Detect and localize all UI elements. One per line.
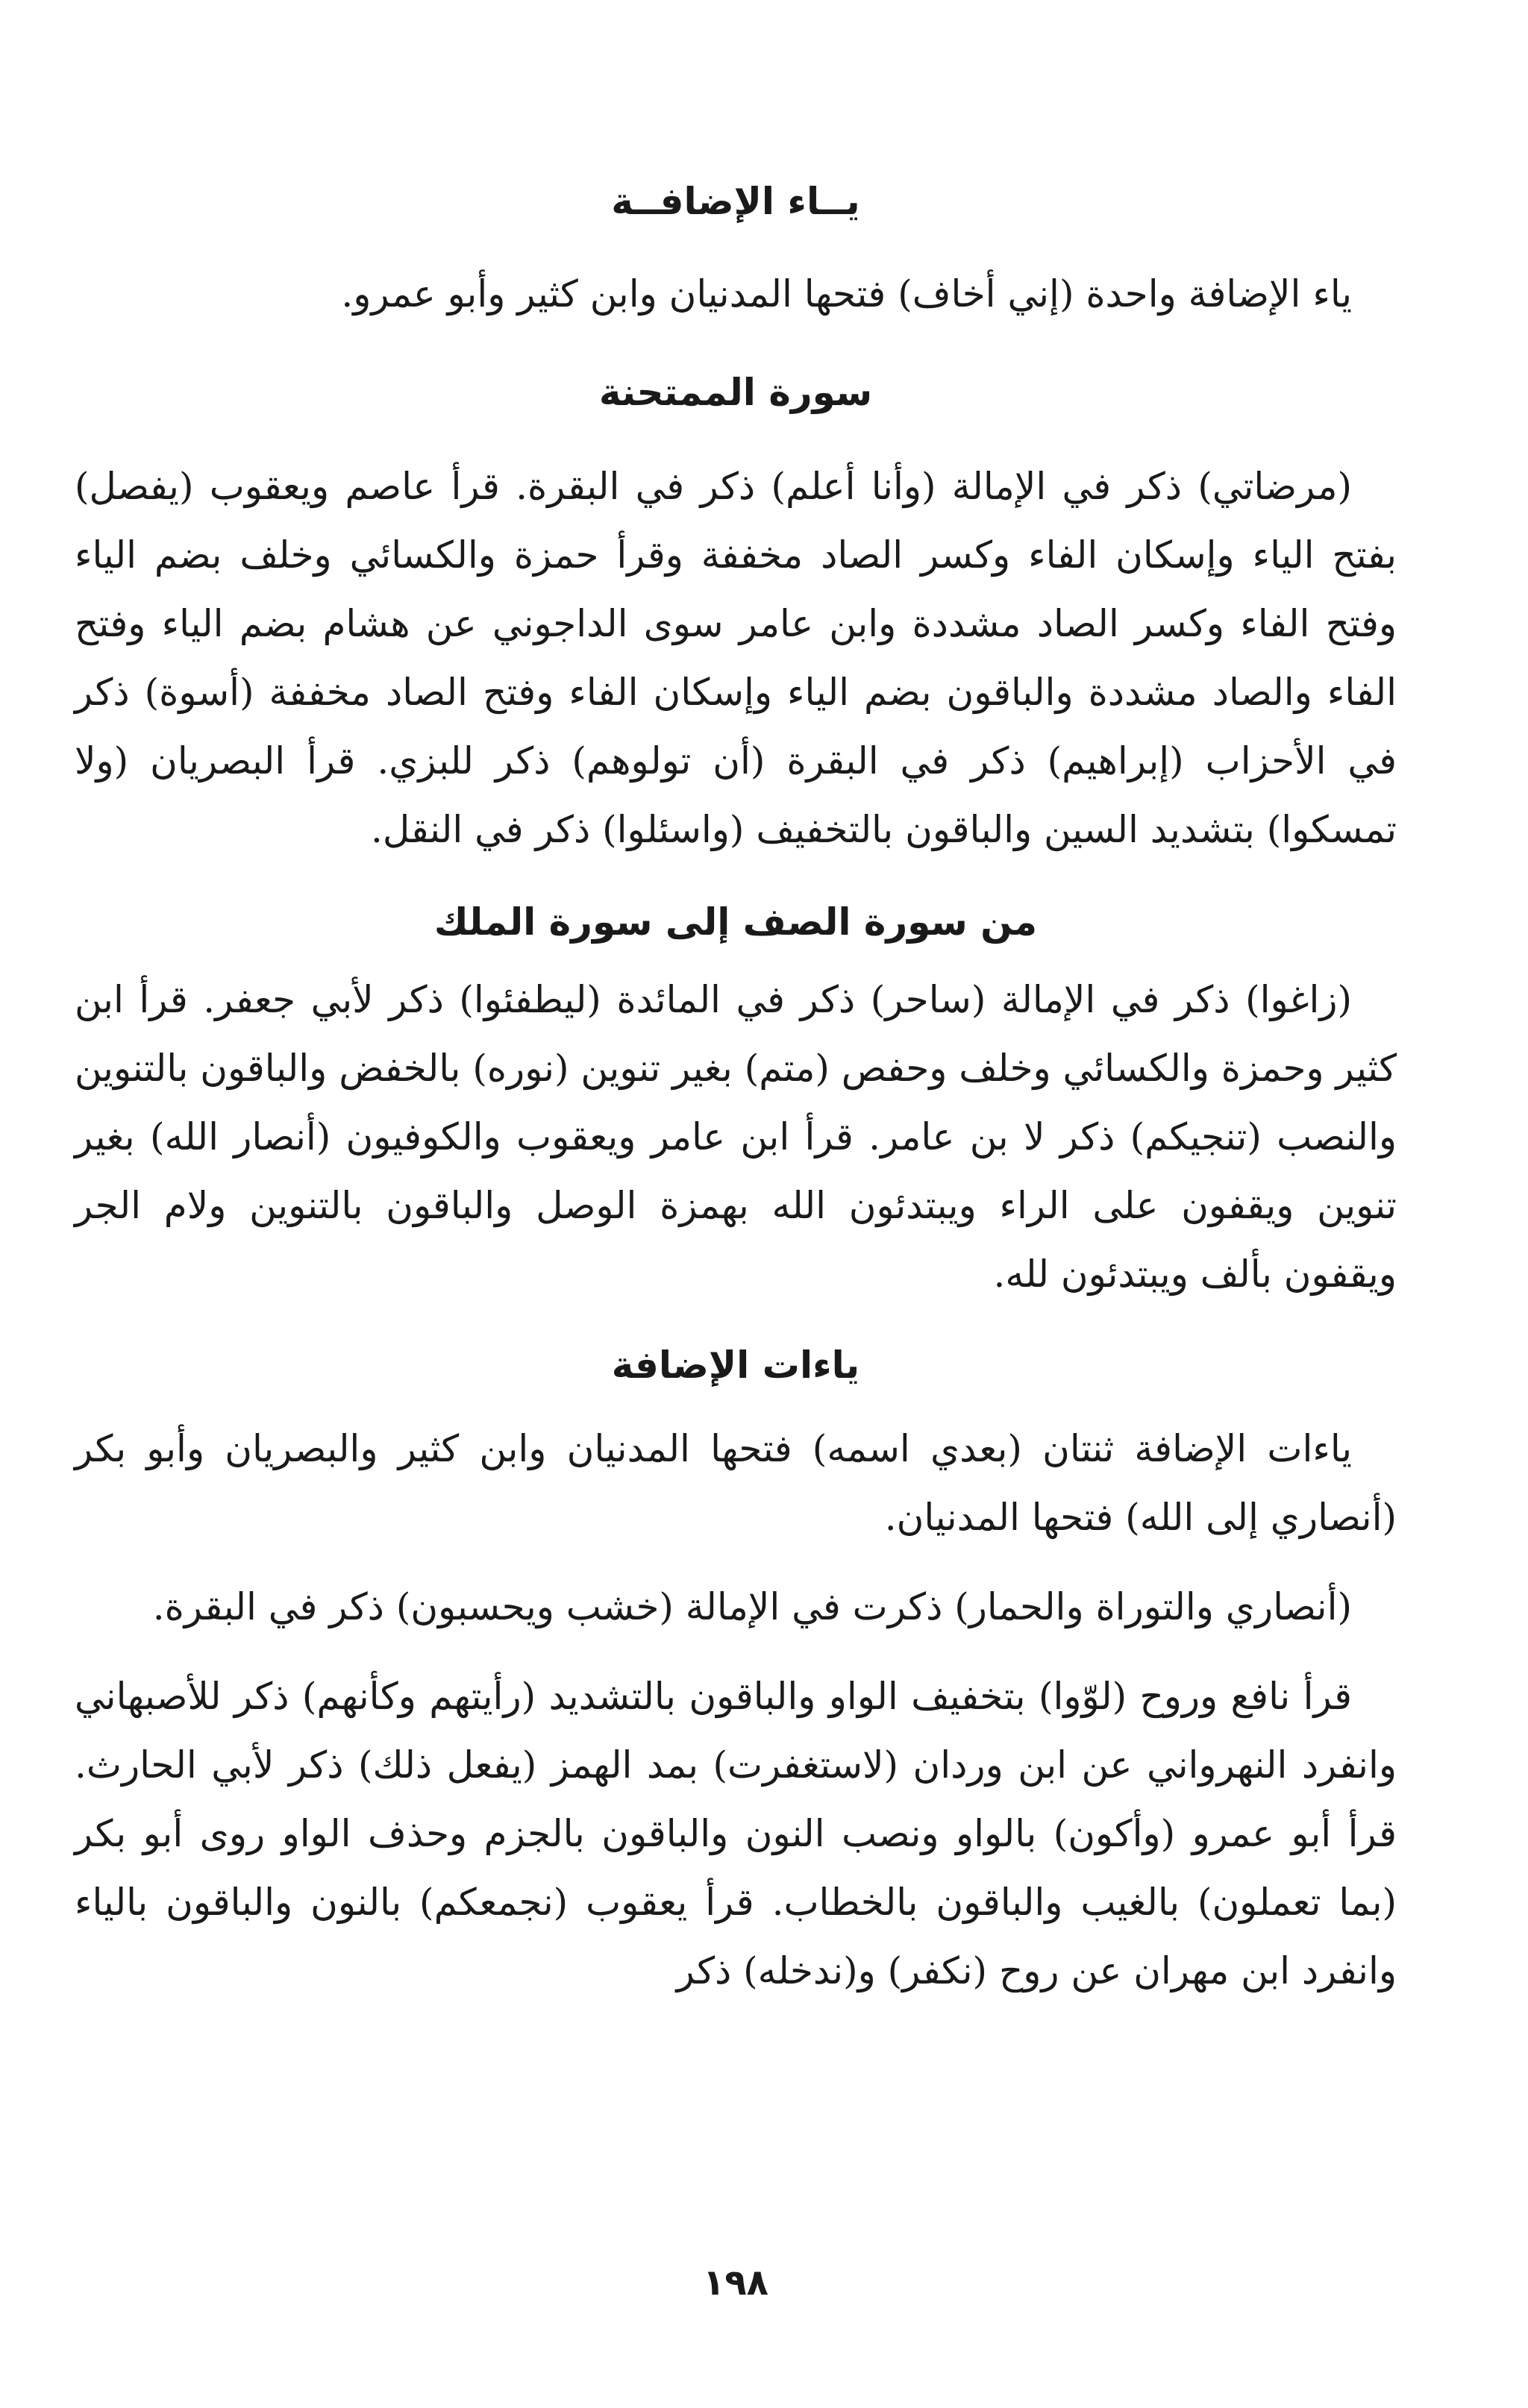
section-heading-yaat-al-idafa: ياءات الإضافة (611, 1343, 860, 1387)
page-number: ١٩٨ (703, 2262, 768, 2304)
section-heading-surat-al-mumtahana: سورة الممتحنة (598, 371, 873, 414)
paragraph: (زاغوا) ذكر في الإمالة (ساحر) ذكر في المائدة (ليطفئوا) ذكر لأبي جعفر. قرأ ابن كثير وحمزة والكسائي وخلف وحفص (متم) بغير تنوين (نوره) بالخفض والباقون بالتنوين والنصب (تنجيكم) ذكر لا بن عامر. قرأ ابن عامر ويعقوب والكوفيون (أنصار الله) بغير تنوين ويقفون على الراء ويبتدئون الله بهمزة الوصل والباقون بالتنوين ولام الجر ويقفون بألف ويبتدئون لله. (75, 978, 1397, 1296)
section-heading-as-saff-to-al-mulk: من سورة الصف إلى سورة الملك (433, 900, 1038, 944)
book-page (75, 149, 1397, 2372)
section-heading-yaa-al-idafa: يــاء الإضافــة (611, 180, 860, 223)
paragraph: قرأ نافع وروح (لوّوا) بتخفيف الواو والباقون بالتشديد (رأيتهم وكأنهم) ذكر للأصبهاني وانفرد النهرواني عن ابن وردان (لاستغفرت) بمد الهمز (يفعل ذلك) ذكر لأبي الحارث. قرأ أبو عمرو (وأكون) بالواو ونصب النون والباقون بالجزم وحذف الواو روى أبو بكر (بما تعملون) بالغيب والباقون بالخطاب. قرأ يعقوب (نجمعكم) بالنون والباقون بالياء وانفرد ابن مهران عن روح (نكفر) و(ندخله) ذكر (75, 1675, 1397, 1992)
paragraph: (مرضاتي) ذكر في الإمالة (وأنا أعلم) ذكر في البقرة. قرأ عاصم ويعقوب (يفصل) بفتح الياء وإسكان الفاء وكسر الصاد مخففة وقرأ حمزة والكسائي وخلف بضم الياء وفتح الفاء وكسر الصاد مشددة وابن عامر سوى الداجوني عن هشام بضم الياء وفتح الفاء والصاد مشددة والباقون بضم الياء وإسكان الفاء وفتح الصاد مخففة (أسوة) ذكر في الأحزاب (إبراهيم) ذكر في البقرة (أن تولوهم) ذكر للبزي. قرأ البصريان (ولا تمسكوا) بتشديد السين والباقون بالتخفيف (واسئلوا) ذكر في النقل. (75, 465, 1397, 851)
paragraph: ياء الإضافة واحدة (إني أخاف) فتحها المدنيان وابن كثير وأبو عمرو. (341, 272, 1352, 316)
paragraph: ياءات الإضافة ثنتان (بعدي اسمه) فتحها المدنيان وابن كثير والبصريان وأبو بكر (أنصاري إلى الله) فتحها المدنيان. (75, 1427, 1397, 1539)
paragraph: (أنصاري والتوراة والحمار) ذكرت في الإمالة (خشب ويحسبون) ذكر في البقرة. (152, 1585, 1352, 1628)
